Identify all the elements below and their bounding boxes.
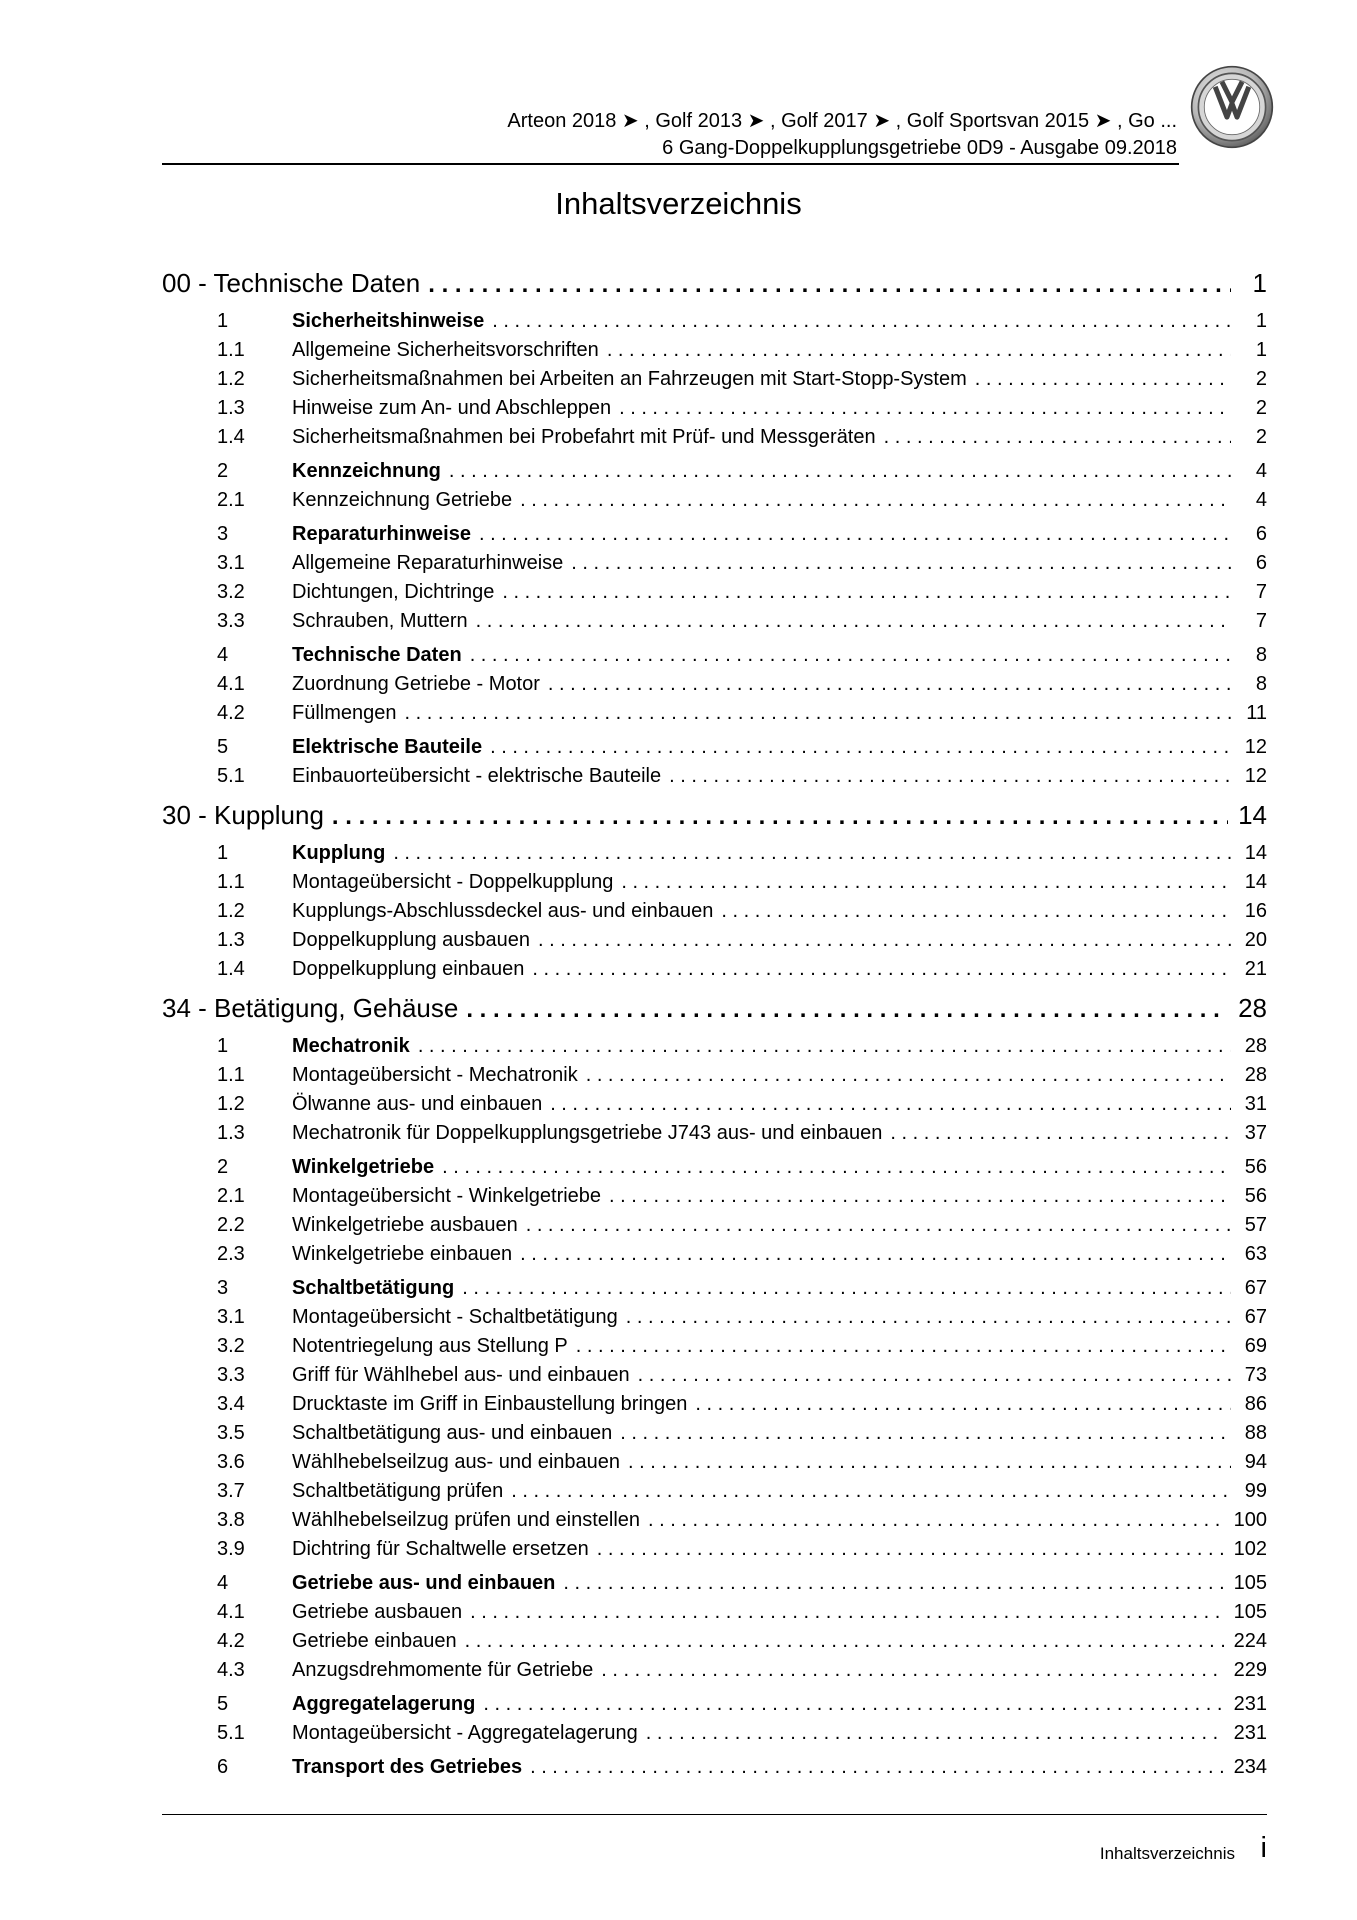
toc-leader-dots [520,489,1231,512]
toc-label: Winkelgetriebe ausbauen [292,1214,518,1236]
toc-page-number: 8 [1255,644,1267,666]
toc-number: 5 [217,1693,229,1715]
toc-leader-dots [479,523,1231,546]
toc-number: 6 [217,1756,229,1778]
toc-leader-dots [597,1538,1224,1561]
toc-page-number: 234 [1233,1756,1267,1778]
toc-leader-dots [626,1306,1231,1329]
footer-page-number: i [1260,1832,1267,1864]
toc-number: 3.1 [217,1306,245,1328]
toc-label: Technische Daten [292,644,462,666]
toc-subsection[interactable] [162,1422,1267,1451]
toc-number: 5.1 [217,1722,245,1744]
toc-page-number: 12 [1244,765,1267,787]
toc-subsection[interactable] [162,1659,1267,1688]
toc-page-number: 67 [1244,1277,1267,1299]
toc-section[interactable] [162,310,1267,339]
header-rule [162,163,1179,165]
toc-label: Sicherheitshinweise [292,310,485,332]
table-of-contents [162,262,1267,1785]
toc-label: Doppelkupplung einbauen [292,958,525,980]
toc-label: Kennzeichnung Getriebe [292,489,513,511]
toc-page-number: 231 [1233,1722,1267,1744]
toc-label: Montageübersicht - Aggregatelagerung [292,1722,638,1744]
toc-label: Drucktaste im Griff in Einbaustellung bringen [292,1393,688,1415]
toc-number: 1.3 [217,397,245,419]
toc-page-number: 88 [1244,1422,1267,1444]
toc-section[interactable] [162,842,1267,871]
toc-page-number: 8 [1255,673,1267,695]
toc-subsection[interactable] [162,1393,1267,1422]
toc-leader-dots [563,1572,1223,1595]
toc-page-number: 1 [1255,339,1267,361]
toc-number: 1.2 [217,1093,245,1115]
toc-label: Griff für Wählhebel aus- und einbauen [292,1364,630,1386]
toc-leader-dots [405,702,1231,725]
toc-subsection[interactable] [162,1185,1267,1214]
toc-subsection[interactable] [162,581,1267,610]
toc-subsection[interactable] [162,1122,1267,1151]
toc-leader-dots [884,426,1231,449]
toc-leader-dots [669,765,1231,788]
toc-leader-dots [621,871,1231,894]
toc-label: Dichtungen, Dichtringe [292,581,495,603]
toc-label: Transport des Getriebes [292,1756,523,1778]
toc-page-number: 28 [1244,1035,1267,1057]
toc-subsection[interactable] [162,1630,1267,1659]
toc-subsection[interactable] [162,1601,1267,1630]
toc-leader-dots [620,1422,1231,1445]
toc-label: Getriebe aus- und einbauen [292,1572,556,1594]
toc-leader-dots [470,644,1231,667]
toc-page-number: 67 [1244,1306,1267,1328]
toc-leader-dots [609,1185,1231,1208]
toc-leader-dots [332,803,1228,831]
toc-subsection[interactable] [162,1335,1267,1364]
toc-label: Sicherheitsmaßnahmen bei Arbeiten an Fahrzeugen mit Start-Stopp-System [292,368,967,390]
toc-label: Einbauorteübersicht - elektrische Bauteile [292,765,662,787]
toc-leader-dots [418,1035,1231,1058]
toc-page-number: 102 [1233,1538,1267,1560]
toc-subsection[interactable] [162,489,1267,518]
toc-subsection[interactable] [162,610,1267,639]
toc-subsection[interactable] [162,552,1267,581]
toc-leader-dots [601,1659,1223,1682]
toc-page-number: 56 [1244,1185,1267,1207]
toc-leader-dots [520,1243,1231,1266]
toc-number: 3.7 [217,1480,245,1502]
toc-section[interactable] [162,644,1267,673]
toc-leader-dots [648,1509,1224,1532]
toc-number: 2 [217,1156,229,1178]
toc-section[interactable] [162,1756,1267,1785]
toc-leader-dots [530,1756,1224,1779]
toc-page-number: 63 [1244,1243,1267,1265]
toc-label: Montageübersicht - Schaltbetätigung [292,1306,618,1328]
toc-label: Schrauben, Muttern [292,610,468,632]
toc-number: 4 [217,644,229,666]
toc-leader-dots [465,1630,1224,1653]
toc-section[interactable] [162,1156,1267,1185]
toc-page-number: 73 [1244,1364,1267,1386]
toc-number: 3.6 [217,1451,245,1473]
toc-section[interactable] [162,460,1267,489]
toc-page-number: 11 [1246,702,1267,724]
toc-number: 3.2 [217,1335,245,1357]
toc-label: Reparaturhinweise [292,523,471,545]
toc-page-number: 94 [1244,1451,1267,1473]
toc-section[interactable] [162,1693,1267,1722]
toc-leader-dots [449,460,1231,483]
toc-page-number: 14 [1238,800,1267,830]
toc-page-number: 2 [1255,397,1267,419]
toc-section[interactable] [162,523,1267,552]
toc-leader-dots [492,310,1231,333]
toc-page-number: 105 [1233,1601,1267,1623]
toc-page-number: 56 [1244,1156,1267,1178]
toc-page-number: 2 [1255,368,1267,390]
toc-number: 2.2 [217,1214,245,1236]
toc-subsection[interactable] [162,1480,1267,1509]
toc-subsection[interactable] [162,1306,1267,1335]
toc-label: 00 - Technische Daten [162,268,421,298]
toc-number: 1.2 [217,368,245,390]
toc-leader-dots [470,1601,1223,1624]
toc-page-number: 229 [1233,1659,1267,1681]
toc-leader-dots [586,1064,1231,1087]
toc-number: 4.1 [217,1601,245,1623]
toc-number: 1.4 [217,426,245,448]
toc-number: 1.1 [217,871,245,893]
toc-page-number: 20 [1244,929,1267,951]
toc-number: 1.3 [217,929,245,951]
toc-label: Anzugsdrehmomente für Getriebe [292,1659,594,1681]
toc-leader-dots [646,1722,1224,1745]
toc-section[interactable] [162,1277,1267,1306]
toc-label: Doppelkupplung ausbauen [292,929,530,951]
toc-subsection[interactable] [162,339,1267,368]
toc-label: Kennzeichnung [292,460,441,482]
toc-label: Aggregatelagerung [292,1693,476,1715]
toc-subsection[interactable] [162,1243,1267,1272]
toc-leader-dots [628,1451,1231,1474]
toc-page-number: 16 [1244,900,1267,922]
toc-leader-dots [532,958,1231,981]
toc-number: 2.1 [217,489,245,511]
footer-rule [162,1814,1267,1815]
toc-leader-dots [619,397,1231,420]
toc-page-number: 1 [1252,268,1267,298]
toc-leader-dots [550,1093,1231,1116]
toc-subsection[interactable] [162,1093,1267,1122]
toc-page-number: 69 [1244,1335,1267,1357]
toc-label: Zuordnung Getriebe - Motor [292,673,540,695]
toc-section[interactable] [162,1035,1267,1064]
toc-page-number: 14 [1244,842,1267,864]
toc-label: Montageübersicht - Doppelkupplung [292,871,614,893]
toc-leader-dots [483,1693,1223,1716]
toc-leader-dots [526,1214,1231,1237]
toc-page-number: 105 [1233,1572,1267,1594]
toc-label: Winkelgetriebe einbauen [292,1243,513,1265]
toc-number: 3 [217,523,229,545]
toc-label: Elektrische Bauteile [292,736,483,758]
toc-number: 1.1 [217,1064,245,1086]
toc-subsection[interactable] [162,1214,1267,1243]
toc-leader-dots [476,610,1231,633]
toc-subsection[interactable] [162,900,1267,929]
toc-chapter[interactable] [162,268,1267,305]
toc-leader-dots [695,1393,1231,1416]
toc-page-number: 31 [1244,1093,1267,1115]
toc-subsection[interactable] [162,958,1267,987]
toc-page-number: 28 [1238,993,1267,1023]
toc-page-number: 1 [1255,310,1267,332]
toc-number: 3.5 [217,1422,245,1444]
toc-page-number: 7 [1255,581,1267,603]
toc-number: 3.3 [217,610,245,632]
toc-label: Allgemeine Sicherheitsvorschriften [292,339,599,361]
toc-label: Wählhebelseilzug prüfen und einstellen [292,1509,641,1531]
toc-page-number: 99 [1244,1480,1267,1502]
toc-label: 30 - Kupplung [162,800,324,830]
toc-leader-dots [890,1122,1231,1145]
toc-subsection[interactable] [162,1509,1267,1538]
header-subtitle: 6 Gang-Doppelkupplungsgetriebe 0D9 - Ausgabe 09.2018 [662,137,1177,159]
toc-label: Wählhebelseilzug aus- und einbauen [292,1451,621,1473]
page-title: Inhaltsverzeichnis [555,186,802,221]
toc-section[interactable] [162,1572,1267,1601]
toc-number: 4 [217,1572,229,1594]
toc-label: Füllmengen [292,702,397,724]
toc-label: Notentriegelung aus Stellung P [292,1335,568,1357]
toc-number: 4.2 [217,702,245,724]
toc-leader-dots [721,900,1231,923]
toc-leader-dots [511,1480,1231,1503]
toc-label: Ölwanne aus- und einbauen [292,1093,543,1115]
toc-label: Getriebe ausbauen [292,1601,463,1623]
toc-number: 4.1 [217,673,245,695]
toc-number: 3.1 [217,552,245,574]
toc-subsection[interactable] [162,397,1267,426]
toc-label: Kupplung [292,842,386,864]
toc-page-number: 4 [1255,489,1267,511]
toc-page-number: 57 [1244,1214,1267,1236]
toc-subsection[interactable] [162,426,1267,455]
toc-page-number: 37 [1244,1122,1267,1144]
toc-leader-dots [548,673,1231,696]
toc-subsection[interactable] [162,1064,1267,1093]
toc-subsection[interactable] [162,929,1267,958]
toc-label: Schaltbetätigung aus- und einbauen [292,1422,613,1444]
toc-section[interactable] [162,736,1267,765]
toc-leader-dots [502,581,1231,604]
toc-subsection[interactable] [162,673,1267,702]
toc-leader-dots [571,552,1231,575]
toc-page-number: 224 [1233,1630,1267,1652]
toc-subsection[interactable] [162,1364,1267,1393]
toc-label: Mechatronik [292,1035,410,1057]
toc-label: Montageübersicht - Mechatronik [292,1064,578,1086]
toc-page-number: 21 [1244,958,1267,980]
toc-leader-dots [975,368,1231,391]
toc-subsection[interactable] [162,765,1267,794]
toc-number: 5.1 [217,765,245,787]
toc-leader-dots [442,1156,1231,1179]
toc-leader-dots [393,842,1231,865]
toc-number: 5 [217,736,229,758]
toc-number: 3.4 [217,1393,245,1415]
vw-logo-icon [1190,65,1274,149]
toc-chapter[interactable] [162,800,1267,837]
toc-number: 1.1 [217,339,245,361]
toc-label: Schaltbetätigung [292,1277,455,1299]
toc-number: 4.3 [217,1659,245,1681]
toc-number: 2.3 [217,1243,245,1265]
toc-number: 1 [217,310,229,332]
toc-number: 2.1 [217,1185,245,1207]
toc-number: 3.3 [217,1364,245,1386]
toc-label: Kupplungs-Abschlussdeckel aus- und einbauen [292,900,714,922]
toc-leader-dots [466,996,1228,1024]
toc-leader-dots [538,929,1231,952]
toc-subsection[interactable] [162,1451,1267,1480]
toc-number: 3 [217,1277,229,1299]
toc-label: Schaltbetätigung prüfen [292,1480,504,1502]
toc-page-number: 14 [1244,871,1267,893]
header-models: Arteon 2018 ➤ , Golf 2013 ➤ , Golf 2017 ➤ , Golf Sportsvan 2015 ➤ , Go ... [507,110,1177,132]
toc-label: Winkelgetriebe [292,1156,435,1178]
toc-page-number: 28 [1244,1064,1267,1086]
toc-chapter[interactable] [162,993,1267,1030]
toc-subsection[interactable] [162,1538,1267,1567]
toc-page-number: 86 [1244,1393,1267,1415]
toc-number: 1 [217,842,229,864]
toc-label: Hinweise zum An- und Abschleppen [292,397,612,419]
toc-number: 3.8 [217,1509,245,1531]
toc-label: Getriebe einbauen [292,1630,457,1652]
toc-subsection[interactable] [162,1722,1267,1751]
toc-page-number: 6 [1255,523,1267,545]
toc-number: 1.4 [217,958,245,980]
toc-leader-dots [576,1335,1231,1358]
toc-label: Allgemeine Reparaturhinweise [292,552,564,574]
toc-leader-dots [490,736,1231,759]
toc-subsection[interactable] [162,368,1267,397]
toc-page-number: 7 [1255,610,1267,632]
toc-number: 2 [217,460,229,482]
toc-number: 1.3 [217,1122,245,1144]
toc-label: Dichtring für Schaltwelle ersetzen [292,1538,589,1560]
toc-leader-dots [638,1364,1231,1387]
toc-page-number: 2 [1255,426,1267,448]
toc-leader-dots [462,1277,1231,1300]
toc-label: Montageübersicht - Winkelgetriebe [292,1185,602,1207]
toc-number: 3.2 [217,581,245,603]
toc-subsection[interactable] [162,702,1267,731]
toc-number: 1.2 [217,900,245,922]
toc-page-number: 100 [1233,1509,1267,1531]
toc-number: 1 [217,1035,229,1057]
toc-label: 34 - Betätigung, Gehäuse [162,993,459,1023]
toc-number: 4.2 [217,1630,245,1652]
toc-number: 3.9 [217,1538,245,1560]
toc-page-number: 4 [1255,460,1267,482]
toc-leader-dots [428,271,1231,299]
toc-label: Sicherheitsmaßnahmen bei Probefahrt mit Prüf- und Messgeräten [292,426,876,448]
footer-label: Inhaltsverzeichnis [1099,1844,1235,1863]
toc-leader-dots [607,339,1231,362]
toc-label: Mechatronik für Doppelkupplungsgetriebe J743 aus- und einbauen [292,1122,883,1144]
toc-page-number: 12 [1244,736,1267,758]
toc-subsection[interactable] [162,871,1267,900]
toc-page-number: 6 [1255,552,1267,574]
toc-page-number: 231 [1233,1693,1267,1715]
